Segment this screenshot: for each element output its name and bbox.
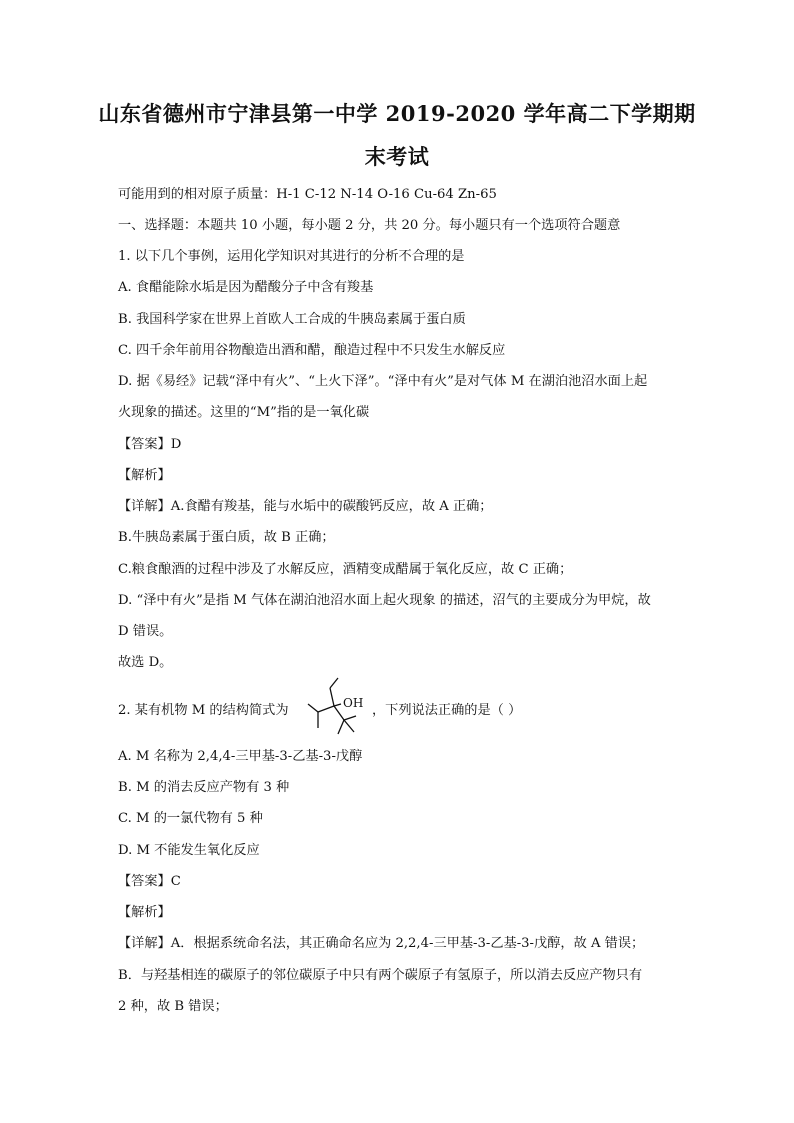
q1-detail-4: D. “泽中有火”是指 M 气体在湖泊池沼水面上起火现象 的描述，沼气的主要成分为甲烷，故 [118, 593, 651, 608]
q1-detail-3: C.粮食酿酒的过程中涉及了水解反应，酒精变成醋属于氧化反应，故 C 正确； [118, 562, 573, 577]
document-title-line1: 山东省德州市宁津县第一中学 2019-2020 学年高二下学期期 [98, 101, 696, 126]
q1-stem: 1. 以下几个事例，运用化学知识对其进行的分析不合理的是 [118, 249, 465, 264]
q1-option-c: C. 四千余年前用谷物酿造出酒和醋，酿造过程中不只发生水解反应 [118, 343, 506, 358]
q1-option-a: A. 食醋能除水垢是因为醋酸分子中含有羧基 [118, 280, 374, 295]
section-heading: 一、选择题：本题共 10 小题，每小题 2 分，共 20 分。每小题只有一个选项符合题意 [118, 218, 621, 233]
q2-detail-1: 【详解】A．根据系统命名法，其正确命名应为 2,2,4-三甲基-3-乙基-3-戊醇，故 A 错误； [118, 936, 645, 951]
q2-detail-2: B．与羟基相连的碳原子的邻位碳原子中只有两个碳原子有氢原子，所以消去反应产物只有 [118, 968, 642, 983]
q1-detail-2: B.牛胰岛素属于蛋白质，故 B 正确； [118, 530, 335, 545]
q1-detail-5: D 错误。 [118, 624, 173, 639]
q1-answer: 【答案】D [118, 437, 182, 452]
atomic-masses: 可能用到的相对原子质量：H-1 C-12 N-14 O-16 Cu-64 Zn-65 [118, 187, 497, 202]
q1-detail-1: 【详解】A.食醋有羧基，能与水垢中的碳酸钙反应，故 A 正确； [118, 499, 493, 514]
q2-analysis: 【解析】 [118, 905, 171, 920]
document-title-line2: 末考试 [364, 144, 430, 169]
q1-analysis: 【解析】 [118, 468, 171, 483]
q1-option-d-line1: D. 据《易经》记载“泽中有火”、“上火下泽”。“泽中有火”是对气体 M 在湖泊池沼水面上起 [118, 374, 648, 389]
q2-option-a: A. M 名称为 2,4,4-三甲基-3-乙基-3-戊醇 [118, 749, 363, 764]
skeletal-structure-formula [298, 676, 370, 740]
q2-detail-3: 2 种，故 B 错误； [118, 999, 228, 1014]
q2-option-d: D. M 不能发生氧化反应 [118, 843, 260, 858]
q2-stem-after: ，下列说法正确的是（ ） [372, 703, 522, 718]
hydroxyl-label: OH [343, 696, 364, 710]
q2-stem-before: 2. 某有机物 M 的结构简式为 [118, 703, 289, 718]
q2-option-c: C. M 的一氯代物有 5 种 [118, 811, 263, 826]
q2-answer: 【答案】C [118, 874, 181, 889]
q1-option-b: B. 我国科学家在世界上首欧人工合成的牛胰岛素属于蛋白质 [118, 312, 466, 327]
q1-conclusion: 故选 D。 [118, 655, 173, 670]
q2-option-b: B. M 的消去反应产物有 3 种 [118, 780, 290, 795]
q1-option-d-line2: 火现象的描述。这里的“M”指的是一氧化碳 [118, 405, 370, 420]
